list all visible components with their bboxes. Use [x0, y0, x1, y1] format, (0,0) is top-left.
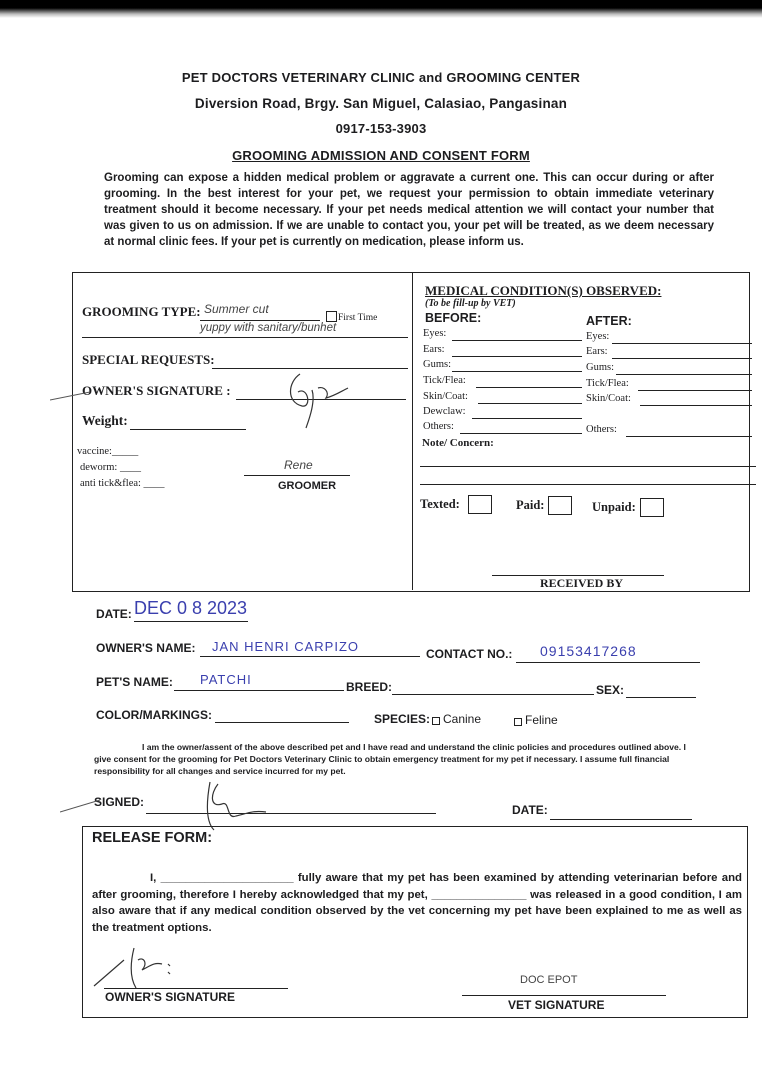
- clinic-address: Diversion Road, Brgy. San Miguel, Calasiao, Pangasinan: [194, 96, 568, 111]
- before-item-label: Others:: [423, 421, 454, 432]
- signed-label: SIGNED:: [94, 795, 145, 809]
- table-divider: [412, 272, 413, 590]
- unpaid-label: Unpaid:: [592, 500, 636, 514]
- grooming-type-line-2: [82, 337, 408, 338]
- grooming-type-value-2[interactable]: yuppy with sanitary/bunhet: [200, 322, 337, 334]
- before-item-label: Eyes:: [423, 328, 447, 339]
- groomer-line: [244, 475, 350, 476]
- before-item-line[interactable]: [460, 433, 582, 434]
- unpaid-checkbox[interactable]: [640, 498, 664, 517]
- note-line-2[interactable]: [420, 484, 756, 485]
- before-label: BEFORE:: [425, 311, 482, 325]
- medical-title: MEDICAL CONDITION(S) OBSERVED:: [425, 283, 662, 298]
- after-item-label: Eyes:: [586, 331, 610, 342]
- after-item-label: Tick/Flea:: [586, 378, 629, 389]
- breed-label: BREED:: [346, 680, 393, 694]
- contact-value[interactable]: 09153417268: [540, 643, 637, 659]
- owner-name-label: OWNER'S NAME:: [96, 641, 196, 655]
- consent-paragraph: I am the owner/assent of the above described pet and I have read and understand the clinic policies and procedures outlined above. I give consent for the grooming for Pet Doctors Veterinary Clinic to obtain emergency treatment for my pet if necessary. I assume full financial responsibility for all changes and service incurred for my pet.: [94, 742, 686, 776]
- before-item-label: Dewclaw:: [423, 406, 466, 417]
- vet-signature-line[interactable]: [462, 995, 666, 996]
- grooming-type-label: GROOMING TYPE:: [82, 304, 201, 319]
- before-item-line[interactable]: [452, 340, 582, 341]
- date-line: [134, 621, 248, 622]
- after-item-label: Skin/Coat:: [586, 393, 631, 404]
- groomer-name: Rene: [284, 458, 313, 472]
- clinic-name: PET DOCTORS VETERINARY CLINIC and GROOMING CENTER: [181, 70, 581, 85]
- sex-line[interactable]: [626, 697, 696, 698]
- color-markings-label: COLOR/MARKINGS:: [96, 708, 212, 722]
- before-item-label: Skin/Coat:: [423, 391, 468, 402]
- after-item-line[interactable]: [638, 390, 752, 391]
- release-owner-signature-line[interactable]: [104, 988, 288, 989]
- note-label: Note/ Concern:: [422, 437, 494, 449]
- before-item-line[interactable]: [452, 356, 582, 357]
- paid-checkbox[interactable]: [548, 496, 572, 515]
- release-signature-scribble: [90, 944, 200, 994]
- vaccine-label: vaccine:_____: [77, 446, 139, 457]
- grooming-type-line: [200, 320, 320, 321]
- weight-label: Weight:: [82, 413, 128, 428]
- owner-name-line: [200, 656, 420, 657]
- form-title: GROOMING ADMISSION AND CONSENT FORM: [232, 148, 530, 163]
- before-item-label: Tick/Flea:: [423, 375, 466, 386]
- pet-name-label: PET'S NAME:: [96, 675, 173, 689]
- medical-subtitle: (To be fill-up by VET): [425, 298, 516, 309]
- before-item-label: Ears:: [423, 344, 445, 355]
- species-label: SPECIES:: [374, 712, 431, 726]
- canine-label: Canine: [443, 712, 482, 726]
- before-item-line[interactable]: [472, 418, 582, 419]
- before-item-line[interactable]: [476, 387, 582, 388]
- texted-label: Texted:: [420, 497, 460, 511]
- consent-date-label: DATE:: [512, 803, 548, 817]
- pet-name-value[interactable]: PATCHI: [200, 672, 252, 687]
- breed-line[interactable]: [392, 694, 594, 695]
- vet-signature-label: VET SIGNATURE: [508, 998, 605, 1012]
- clinic-phone: 0917-153-3903: [335, 121, 427, 136]
- after-item-line[interactable]: [640, 405, 752, 406]
- received-by-label: RECEIVED BY: [540, 576, 624, 590]
- texted-checkbox[interactable]: [468, 495, 492, 514]
- special-requests-label: SPECIAL REQUESTS:: [82, 352, 215, 367]
- vet-name: DOC EPOT: [520, 974, 578, 986]
- groomer-label: GROOMER: [278, 480, 337, 492]
- paid-label: Paid:: [516, 498, 545, 512]
- contact-line: [516, 662, 700, 663]
- before-item-line[interactable]: [452, 371, 582, 372]
- canine-checkbox[interactable]: [432, 717, 440, 725]
- grooming-type-value[interactable]: Summer cut: [204, 302, 269, 316]
- release-owner-signature-label: OWNER'S SIGNATURE: [105, 990, 235, 1004]
- first-time-checkbox[interactable]: [326, 311, 337, 322]
- before-item-label: Gums:: [423, 359, 452, 370]
- scan-shadow: [0, 0, 762, 18]
- sex-label: SEX:: [596, 683, 625, 697]
- date-stamp: DEC 0 8 2023: [134, 598, 248, 618]
- admission-table: [72, 272, 750, 592]
- note-line-1[interactable]: [420, 466, 756, 467]
- after-item-line[interactable]: [612, 358, 752, 359]
- after-item-line[interactable]: [612, 343, 752, 344]
- date-label: DATE:: [96, 607, 132, 621]
- feline-label: Feline: [525, 713, 558, 727]
- release-form-title: RELEASE FORM:: [92, 830, 213, 846]
- first-time-label: First Time: [338, 313, 378, 323]
- after-label: AFTER:: [586, 314, 632, 328]
- owner-signature-label: OWNER'S SIGNATURE :: [82, 383, 231, 398]
- deworm-label: deworm: ____: [80, 462, 141, 473]
- after-item-line[interactable]: [616, 374, 752, 375]
- release-paragraph: I, _____________________ fully aware that my pet has been examined by attending veterinarian before and after grooming, therefore I hereby acknowledged that my pet, _______________ was released in a good condition, I am also aware that if any medical condition observed by the vet concerning my pet have been explained to me as well as the treatment options.: [92, 872, 742, 934]
- color-markings-line[interactable]: [215, 722, 349, 723]
- before-item-line[interactable]: [478, 403, 582, 404]
- after-item-line[interactable]: [626, 436, 752, 437]
- after-item-label: Others:: [586, 424, 617, 435]
- intro-paragraph: Grooming can expose a hidden medical problem or aggravate a current one. This can occur during or after grooming. In the best interest for your pet, we request your permission to obtain immediate veterinary treatment should it become necessary. If your pet needs medical attention we will contact your number that was given to us on admission. If we are unable to contact you, your pet will be treated, as we deem necessary at normal clinic fees. If your pet is currently on medication, please inform us.: [104, 172, 714, 248]
- contact-label: CONTACT NO.:: [426, 647, 513, 661]
- owner-name-value[interactable]: JAN HENRI CARPIZO: [212, 639, 360, 654]
- anti-tick-label: anti tick&flea: ____: [80, 478, 165, 489]
- feline-checkbox[interactable]: [514, 718, 522, 726]
- after-item-label: Ears:: [586, 346, 608, 357]
- pet-name-line: [174, 690, 344, 691]
- weight-line[interactable]: [130, 429, 246, 430]
- consent-date-line[interactable]: [550, 819, 692, 820]
- after-item-label: Gums:: [586, 362, 615, 373]
